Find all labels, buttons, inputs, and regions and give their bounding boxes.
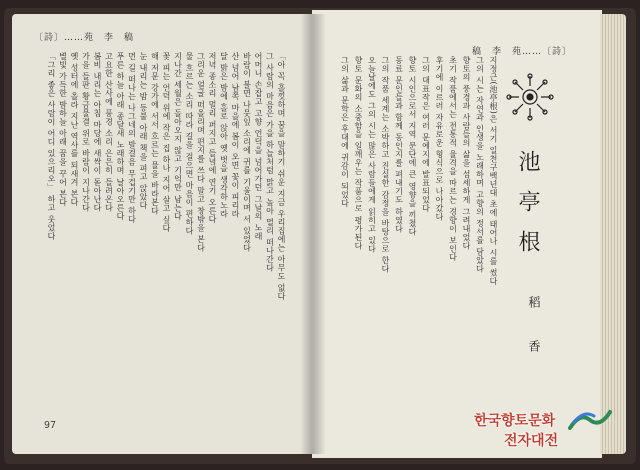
- text-column: 그의 대표작은 여러 문예지에 발표되었다: [421, 56, 431, 213]
- text-column: 지정근(池亭根)은 서기 일천구백년대 초에 태어나 시를 썼다: [489, 56, 498, 286]
- text-column: 푸른 하늘 아래 종달새 노래하며 날아오른다: [116, 52, 125, 221]
- text-column: 옛 성터에 올라 지난 역사를 되새겨 본다: [70, 52, 79, 207]
- poem-title: 池亭根: [515, 150, 540, 270]
- book-gutter: [300, 14, 326, 454]
- text-column: 별빛 가득한 밤하늘 아래 꿈을 꾸어 본다: [58, 52, 68, 207]
- page-edges: [600, 14, 626, 454]
- text-column: 지나간 세월은 돌아오지 않고 기억만 남는다: [173, 52, 183, 221]
- text-column: 그의 시는 자연과 인생을 노래하며 고향의 정서를 담았다: [475, 56, 485, 273]
- text-column: 가을 들판 황금물결 위로 바람이 지나간다: [81, 52, 91, 212]
- text-column: 후기에 이르러 자유로운 형식으로 나아갔다: [435, 56, 444, 222]
- text-column: 물 흐르는 소리 따라 길을 걸으면 마음이 편하다: [185, 52, 194, 235]
- text-column: 「아 꼭 흘낏하며 꿈을 말하기 쉬운 지금 우리집에는 아무도 없다: [277, 52, 286, 301]
- left-running-header: 〔詩〕……苑 李 稿: [34, 33, 135, 43]
- text-column: 동료 문인들과 함께 동인지를 펴내기도 하였다: [394, 56, 404, 233]
- text-column: 「그리 좋은 사람이 어디 있으리오」 하고 웃었다: [47, 52, 56, 241]
- text-column: 해 저문 강가에 서서 흐르는 물을 바라본다: [150, 52, 160, 215]
- text-column: 어머니 손잡고 고향 언덕을 넘어가던 그날의 노래: [254, 52, 263, 241]
- text-column: 꽃 피는 언덕 위에 작은 집 하나 지어 살고 싶다: [162, 52, 171, 233]
- text-column: 저녁 종소리 멀리 퍼지고 들녘에 연기 오른다: [208, 52, 217, 224]
- text-column: 향토의 풍경과 사람들의 삶을 섬세하게 그려내었다: [462, 56, 471, 250]
- text-column: 향토 문화의 소중함을 일깨우는 작품으로 평가된다: [354, 56, 363, 250]
- text-column: 오늘날에도 그의 시는 많은 사람들에게 읽히고 있다: [367, 56, 377, 253]
- page-number: 97: [44, 420, 57, 431]
- text-column: 먼 길 떠나는 나그네의 발걸음 무겁기만 하다: [127, 52, 137, 224]
- text-column: 달 밝은 밤에 홀로 앉아 옛 벗을 생각하노라: [219, 52, 229, 218]
- text-column: 눈 내리는 밤 등불 아래 책을 펴고 앉았다: [139, 52, 148, 210]
- text-column: 그리운 얼굴 떠올리며 편지를 쓰다 말고 창밖을 본다: [196, 52, 206, 252]
- text-column: 초기 작품에서는 전통적 율격을 따르는 경향이 보인다: [448, 56, 458, 262]
- text-column: 산 넘어 남쪽 마을에 봄이 오면 꽃이 피리라: [231, 52, 240, 218]
- watermark-title: 한국향토문화: [474, 413, 556, 429]
- text-column: 고요한 산사에 풍경 소리 은은히 들려온다: [104, 52, 114, 212]
- watermark: [468, 408, 618, 458]
- decorative-emblem-icon: [505, 72, 555, 122]
- text-column: 그의 삶과 문학은 후대에 귀감이 되었다: [340, 56, 350, 208]
- text-column: 봄비 내리는 아침 마당에 새싹이 돋아난다: [93, 52, 102, 212]
- text-column: 그 사람의 마음은 가을 하늘처럼 맑고 높아 멀리 떠나간다: [265, 52, 275, 272]
- text-column: 바람이 불면 나뭇잎 소리에 귀를 기울이며 서 있었다: [242, 52, 252, 252]
- text-column: 그의 작품 세계는 소박하고 진실한 감정을 바탕으로 한다: [381, 56, 390, 273]
- text-column: 향토 시인으로서 지역 문단에 큰 영향을 끼쳤다: [408, 56, 417, 236]
- watermark-subtitle: 전자대전: [504, 433, 559, 449]
- poem-author: 稻 香: [527, 296, 541, 362]
- watermark-logo-icon: [568, 408, 612, 430]
- right-running-header: 稿 李 苑……〔詩〕: [472, 47, 573, 57]
